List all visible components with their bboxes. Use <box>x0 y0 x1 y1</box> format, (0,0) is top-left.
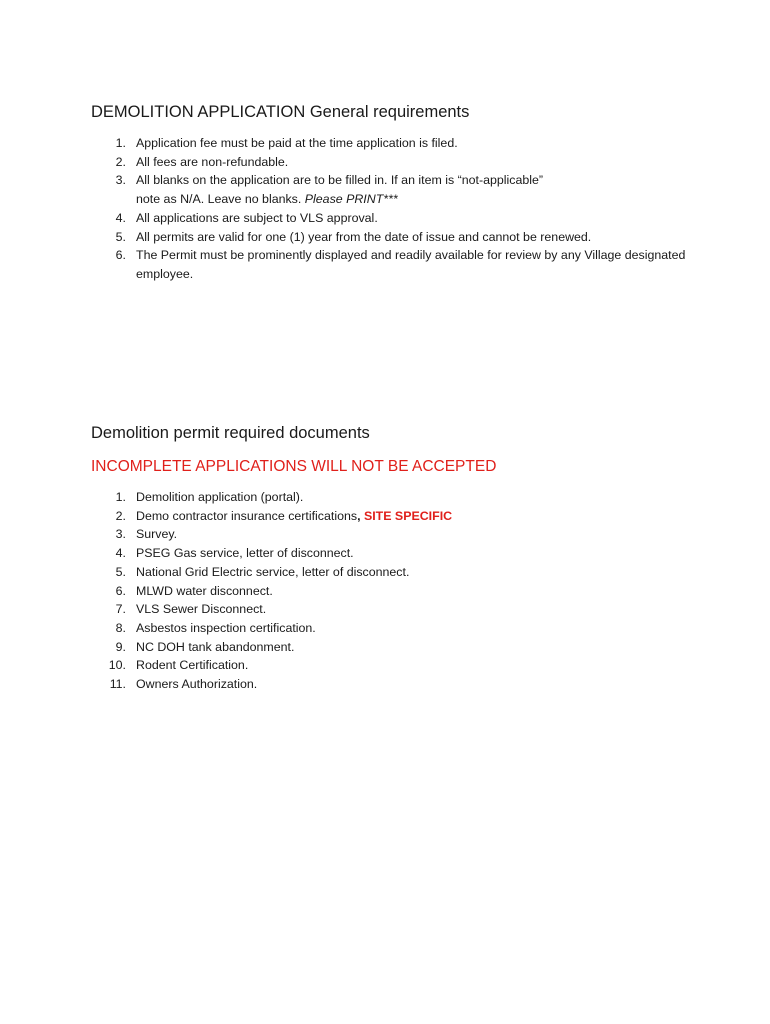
list-item <box>0 507 700 526</box>
item-number: 6. <box>115 583 126 598</box>
list-item <box>0 600 700 619</box>
incomplete-warning: INCOMPLETE APPLICATIONS WILL NOT BE ACCEPTED <box>91 458 497 475</box>
site-specific-label: SITE SPECIFIC <box>363 508 453 523</box>
item-text: Demolition application (portal). <box>136 490 304 504</box>
list-item <box>0 488 700 507</box>
item-text: Survey. <box>136 527 178 542</box>
list-item <box>0 563 700 582</box>
item-number: 5. <box>115 229 126 244</box>
list-item <box>0 525 700 544</box>
item-number: 5. <box>115 564 126 579</box>
item-number: 11. <box>109 677 126 692</box>
item-text: Application fee must be paid at the time application is filed. <box>136 136 458 150</box>
item-number: 3. <box>115 527 126 542</box>
print-instruction: Please PRINT*** <box>304 192 398 207</box>
item-number: 10. <box>108 658 126 673</box>
item-text: All blanks on the application are to be filled in. If an item is “not-applicable” note as N/A. Leave no blanks. <box>136 173 544 207</box>
item-number: 2. <box>115 508 126 523</box>
item-number: 2. <box>115 154 126 169</box>
list-item <box>0 171 566 208</box>
list-item <box>0 228 710 247</box>
list-item <box>0 134 710 153</box>
item-number: 6. <box>115 248 126 263</box>
item-number: 8. <box>115 620 126 635</box>
item-text: The Permit must be prominently displayed and readily available for review by any Village designated employee. <box>136 248 686 281</box>
list-item <box>0 656 700 675</box>
list-item <box>0 153 710 172</box>
item-text: NC DOH tank abandonment. <box>136 639 295 654</box>
item-text: PSEG Gas service, letter of disconnect. <box>136 546 354 561</box>
general-requirements-list <box>0 134 710 284</box>
item-text: National Grid Electric service, letter of disconnect. <box>136 564 410 579</box>
list-item <box>0 209 710 228</box>
item-text: MLWD water disconnect. <box>136 583 273 598</box>
item-number: 7. <box>115 602 126 617</box>
list-item <box>0 638 700 657</box>
list-item <box>0 619 700 638</box>
item-number: 1. <box>115 490 126 504</box>
item-number: 1. <box>115 136 126 150</box>
item-number: 4. <box>115 546 126 561</box>
item-text: Demo contractor insurance certifications <box>136 508 358 523</box>
list-item <box>0 675 700 694</box>
item-text: All fees are non-refundable. <box>136 154 289 169</box>
item-text: VLS Sewer Disconnect. <box>136 602 267 617</box>
item-text: All applications are subject to VLS approval. <box>136 210 378 225</box>
required-documents-list <box>0 488 700 694</box>
item-text: Rodent Certification. <box>136 658 249 673</box>
item-text: Asbestos inspection certification. <box>136 620 316 635</box>
list-item <box>0 246 706 283</box>
list-item <box>0 582 700 601</box>
item-text: All permits are valid for one (1) year from the date of issue and cannot be renewed. <box>136 229 592 244</box>
required-documents-title: Demolition permit required documents <box>91 424 370 442</box>
item-number: 3. <box>115 173 126 188</box>
item-number: 4. <box>115 210 126 225</box>
item-number: 9. <box>115 639 126 654</box>
item-separator: , <box>357 508 364 523</box>
list-item <box>0 544 700 563</box>
general-requirements-title: DEMOLITION APPLICATION General requirements <box>91 103 470 121</box>
item-text: Owners Authorization. <box>136 677 258 692</box>
